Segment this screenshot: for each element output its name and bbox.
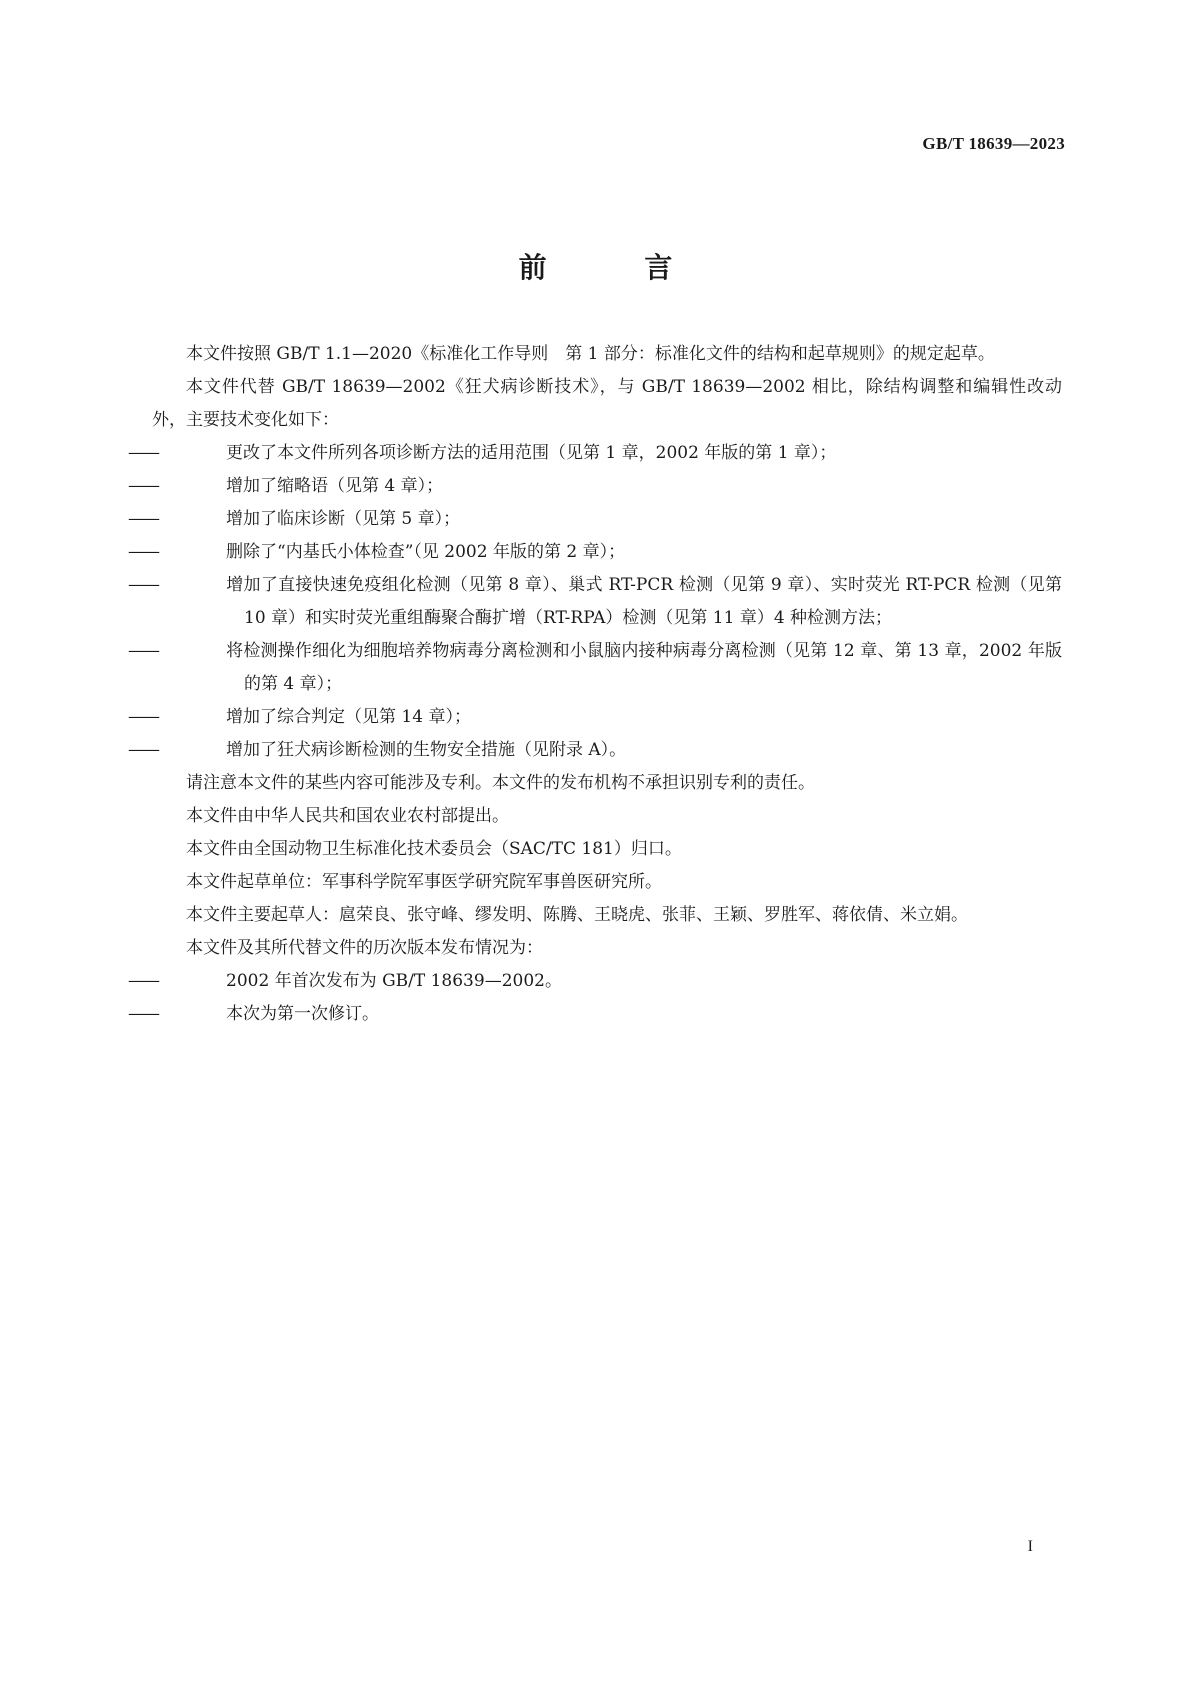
dash: —— xyxy=(128,641,158,661)
list-item-text: 本次为第一次修订。 xyxy=(226,1004,379,1024)
list-item-text: 更改了本文件所列各项诊断方法的适用范围（见第 1 章，2002 年版的第 1 章）； xyxy=(226,443,837,463)
foreword-body xyxy=(128,338,1062,1031)
paragraph-replacement: 本文件代替 GB/T 18639—2002《狂犬病诊断技术》，与 GB/T 18639—2002 相比，除结构调整和编辑性改动外，主要技术变化如下： xyxy=(152,377,1062,430)
list-item-text: 增加了临床诊断（见第 5 章）； xyxy=(226,509,461,529)
list-item xyxy=(128,998,1062,1031)
paragraph-patent-notice: 请注意本文件的某些内容可能涉及专利。本文件的发布机构不承担识别专利的责任。 xyxy=(186,773,815,793)
list-item xyxy=(128,503,1062,536)
list-item xyxy=(128,701,1062,734)
list-item-text: 增加了狂犬病诊断检测的生物安全措施（见附录 A）。 xyxy=(226,740,627,760)
page-title xyxy=(0,246,1191,286)
standard-code: GB/T 18639—2023 xyxy=(922,134,1065,153)
paragraph-drafting-rules: 本文件按照 GB/T 1.1—2020《标准化工作导则 第 1 部分：标准化文件的结构和起草规则》的规定起草。 xyxy=(186,344,995,364)
list-item xyxy=(128,734,1062,767)
list-item xyxy=(128,470,1062,503)
list-item xyxy=(128,635,1062,701)
paragraph-history-intro: 本文件及其所代替文件的历次版本发布情况为： xyxy=(186,938,543,958)
dash: —— xyxy=(128,509,158,529)
paragraph-proposer: 本文件由中华人民共和国农业农村部提出。 xyxy=(186,806,509,826)
list-item xyxy=(128,536,1062,569)
list-item-text: 增加了缩略语（见第 4 章）； xyxy=(226,476,444,496)
page-number: I xyxy=(1027,1538,1033,1555)
list-item-text: 增加了直接快速免疫组化检测（见第 8 章）、巢式 RT-PCR 检测（见第 9 章）、实时荧光 RT-PCR 检测（见第 10 章）和实时荧光重组酶聚合酶扩增（RT-RPA）检测（见第 11 章）4 种检测方法； xyxy=(226,575,1062,628)
dash: —— xyxy=(128,476,158,496)
list-item-text: 增加了综合判定（见第 14 章）； xyxy=(226,707,471,727)
title-text: 前 言 xyxy=(518,251,717,284)
paragraph-drafting-unit: 本文件起草单位：军事科学院军事医学研究院军事兽医研究所。 xyxy=(186,872,662,892)
dash: —— xyxy=(128,575,158,595)
dash: —— xyxy=(128,971,158,991)
paragraph-drafters: 本文件主要起草人：扈荣良、张守峰、缪发明、陈腾、王晓虎、张菲、王颖、罗胜军、蒋依倩、米立娟。 xyxy=(186,905,968,925)
dash: —— xyxy=(128,443,158,463)
list-item-text: 删除了“内基氏小体检查”（见 2002 年版的第 2 章）； xyxy=(226,542,626,562)
list-item xyxy=(128,437,1062,470)
list-item-text: 2002 年首次发布为 GB/T 18639—2002。 xyxy=(226,971,562,991)
dash: —— xyxy=(128,707,158,727)
list-item xyxy=(128,965,1062,998)
list-item-text: 将检测操作细化为细胞培养物病毒分离检测和小鼠脑内接种病毒分离检测（见第 12 章、第 13 章，2002 年版的第 4 章）； xyxy=(226,641,1062,694)
paragraph-committee: 本文件由全国动物卫生标准化技术委员会（SAC/TC 181）归口。 xyxy=(186,839,682,859)
dash: —— xyxy=(128,740,158,760)
list-item xyxy=(128,569,1062,635)
dash: —— xyxy=(128,542,158,562)
dash: —— xyxy=(128,1004,158,1024)
